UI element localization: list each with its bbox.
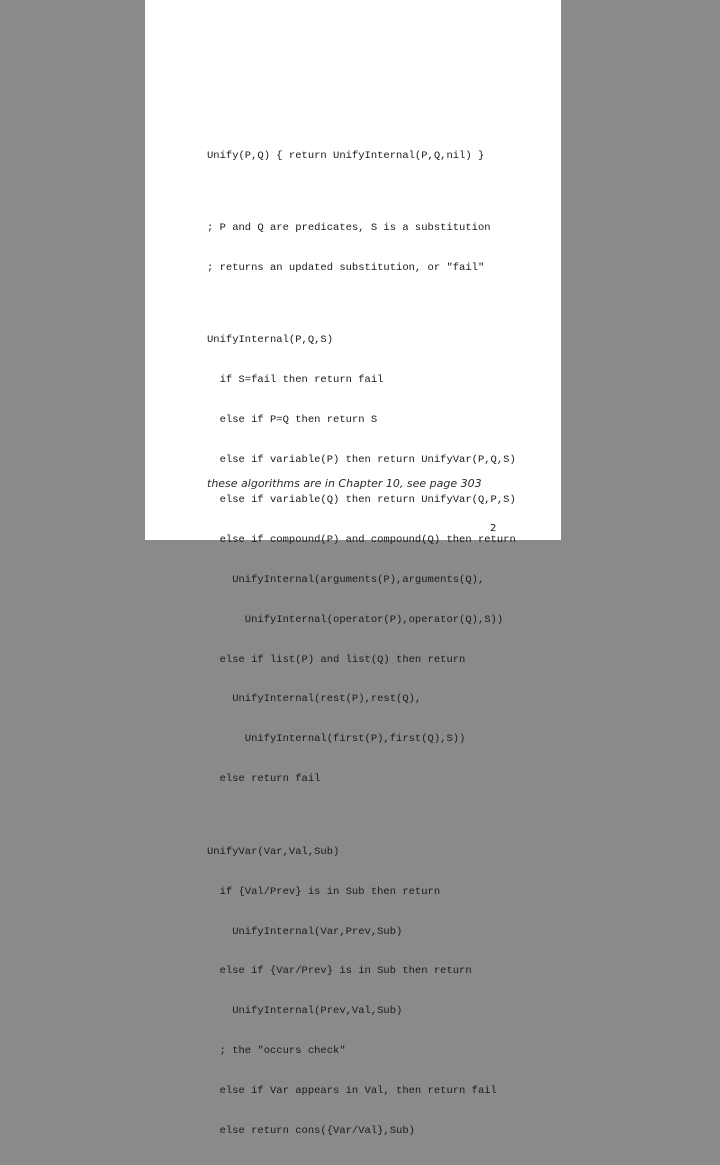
code-line: UnifyInternal(Var,Prev,Sub) (207, 925, 403, 938)
page-number: 2 (490, 523, 497, 534)
code-line: else if compound(P) and compound(Q) then return (207, 533, 516, 546)
code-listing (207, 123, 516, 1165)
code-line: UnifyInternal(first(P),first(Q),S)) (207, 733, 466, 746)
code-line: else return fail (207, 773, 321, 786)
code-line: else return cons({Var/Val},Sub) (207, 1124, 415, 1137)
code-line: else if Var appears in Val, then return fail (207, 1085, 497, 1098)
caption-note: these algorithms are in Chapter 10, see page 303 (207, 477, 482, 490)
code-line: else if variable(P) then return UnifyVar(P,Q,S) (207, 454, 516, 467)
document-page (145, 0, 561, 1137)
blank-line (207, 302, 516, 308)
code-line: else if list(P) and list(Q) then return (207, 653, 466, 666)
code-comment: ; P and Q are predicates, S is a substitution (207, 222, 491, 235)
code-line: else if variable(Q) then return UnifyVar(Q,P,S) (207, 494, 516, 507)
code-line: ; the "occurs check" (207, 1045, 346, 1058)
code-line: UnifyInternal(P,Q,S) (207, 334, 334, 347)
code-line: if {Val/Prev} is in Sub then return (207, 885, 441, 898)
code-comment: ; returns an updated substitution, or "fail" (207, 261, 485, 274)
blank-line (207, 813, 516, 819)
code-line: UnifyInternal(Prev,Val,Sub) (207, 1005, 403, 1018)
code-line: if S=fail then return fail (207, 374, 384, 387)
code-line: UnifyVar(Var,Val,Sub) (207, 845, 340, 858)
code-line: UnifyInternal(operator(P),operator(Q),S)) (207, 613, 504, 626)
code-line: UnifyInternal(arguments(P),arguments(Q), (207, 573, 485, 586)
unify-definition: Unify(P,Q) { return UnifyInternal(P,Q,nil) } (207, 149, 485, 162)
code-line: else if P=Q then return S (207, 414, 378, 427)
code-line: else if {Var/Prev} is in Sub then return (207, 965, 472, 978)
code-line: UnifyInternal(rest(P),rest(Q), (207, 693, 422, 706)
blank-line (207, 189, 516, 195)
